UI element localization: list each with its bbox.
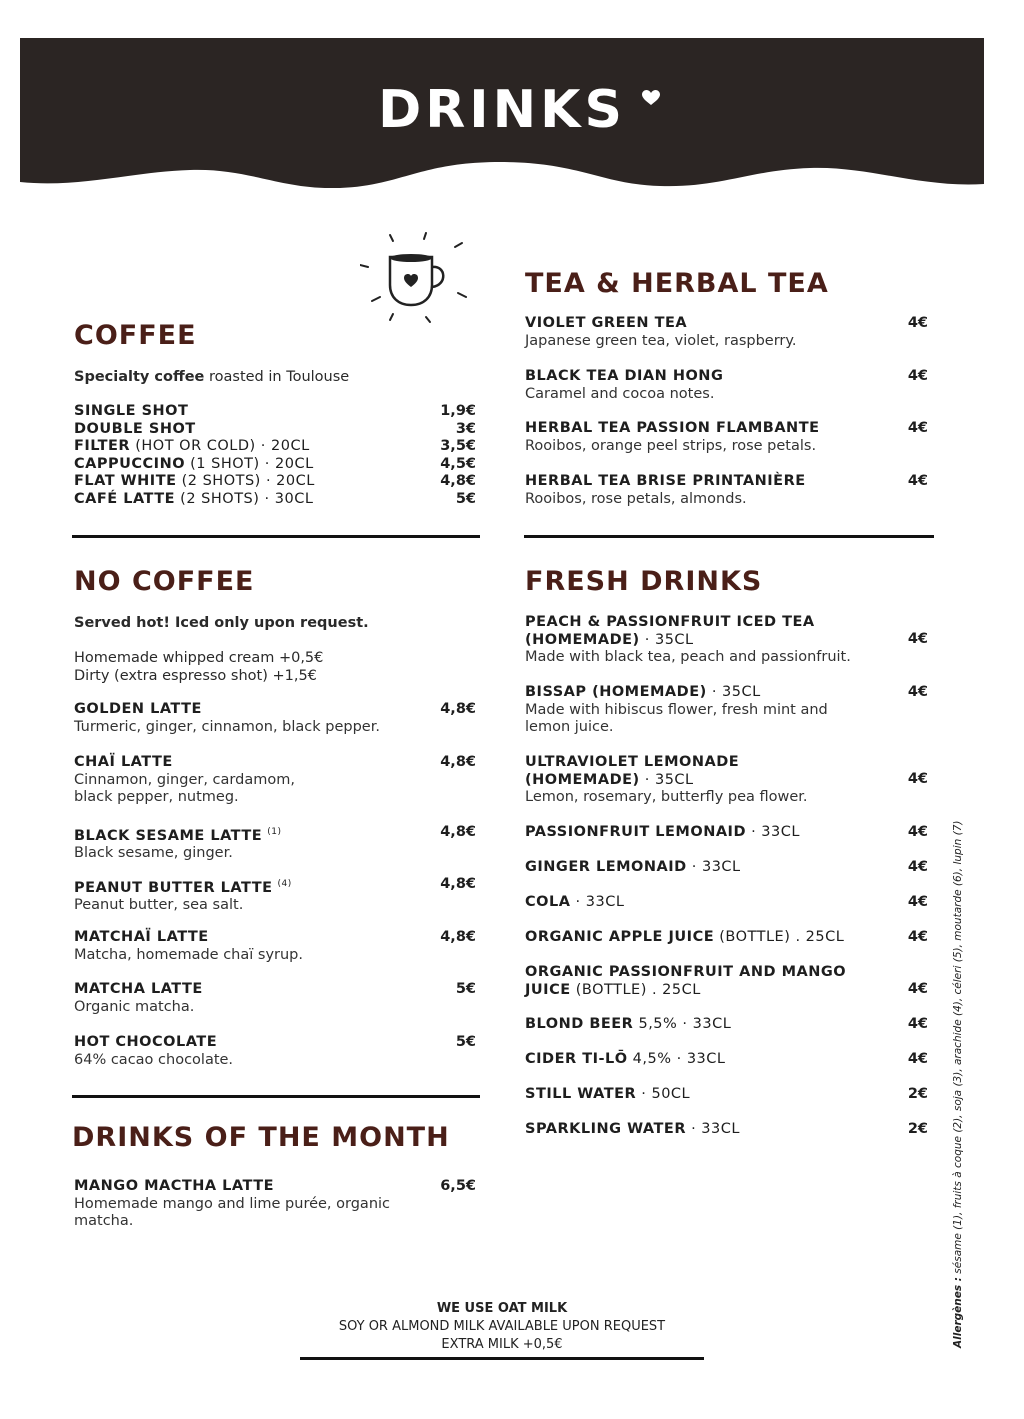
item-price: 4€ [907,981,928,997]
menu-item [525,420,820,455]
item-name [525,1121,740,1139]
item-price: 4,5€ [440,456,476,472]
item-price: 4€ [907,684,928,700]
item-name-text: FILTER [74,438,131,454]
item-price: 5€ [455,491,476,507]
item-name-text: GOLDEN LATTE [74,701,202,717]
item-name: HERBAL TEA PASSION FLAMBANTE [525,420,820,436]
item-description: Organic matcha. [74,998,195,1015]
milk-note [300,1300,704,1354]
item-name-text: DOUBLE SHOT [74,421,196,437]
item-price: 4€ [907,771,928,787]
item-description: Homemade mango and lime purée, organic matcha. [74,1195,391,1229]
item-detail: · 33CL [686,859,741,875]
coffee-cup-icon [360,225,470,325]
item-price: 4€ [907,631,928,647]
section-title-no-coffee: NO COFFEE [74,566,255,597]
menu-item [74,876,292,915]
item-name-text: CAFÉ LATTE [74,491,176,507]
item-name [74,421,196,439]
item-description: Made with hibiscus flower, fresh mint and lemon juice. [525,701,828,735]
section-title-month: DRINKS OF THE MONTH [72,1122,450,1153]
section-title-coffee: COFFEE [74,320,197,351]
item-name: ORGANIC PASSIONFRUIT AND MANGO [525,964,847,980]
section-title-fresh: FRESH DRINKS [525,566,763,597]
item-name-text: CAPPUCCINO [74,456,186,472]
item-detail: · 35CL [706,684,761,700]
extra-option: Dirty (extra espresso shot) +1,5€ [74,668,317,684]
item-name-text: MATCHA LATTE [74,981,203,997]
item-price: 4,8€ [440,824,476,840]
menu-item [525,315,797,350]
item-detail: · 35CL [639,771,694,788]
item-description: Rooibos, rose petals, almonds. [525,490,747,507]
menu-item [525,368,723,403]
item-name [74,929,303,947]
menu-item [74,421,196,439]
item-name [525,824,800,842]
menu-item [74,438,310,456]
item-name: MANGO MACTHA LATTE [74,1178,275,1194]
item-name [525,894,624,912]
item-name [525,684,828,702]
item-description: Rooibos, orange peel strips, rose petals. [525,437,817,454]
item-name: PEACH & PASSIONFRUIT ICED TEA [525,614,815,630]
menu-item [525,1016,731,1034]
item-price: 5€ [455,981,476,997]
item-name [74,473,315,491]
item-name: ULTRAVIOLET LEMONADE [525,754,740,770]
item-price: 4,8€ [440,876,476,892]
item-name-text: HOT CHOCOLATE [74,1034,218,1050]
item-name [74,456,314,474]
page-title: DRINKS [378,80,626,140]
item-price: 6,5€ [440,1178,476,1194]
item-name [74,438,310,456]
item-detail: (2 SHOTS) · 30CL [175,491,314,507]
item-name-text: MATCHAÏ LATTE [74,929,209,945]
menu-item [525,684,828,737]
item-description: Turmeric, ginger, cinnamon, black pepper. [74,718,380,735]
item-name [74,1034,233,1052]
menu-item [525,614,851,667]
item-name [525,929,844,947]
item-name-text: CIDER TI-LŌ [525,1051,628,1067]
item-price: 4€ [907,473,928,489]
item-price: 1,9€ [440,403,476,419]
milk-note-line: EXTRA MILK +0,5€ [441,1337,563,1352]
item-name-line2 [525,772,808,790]
item-price: 5€ [455,1034,476,1050]
item-name-text: STILL WATER [525,1086,637,1102]
menu-item [74,1178,390,1231]
item-detail: (HOT OR COLD) · 20CL [130,438,310,454]
item-name-line2 [525,982,846,1000]
item-detail: 4,5% · 33CL [627,1051,726,1067]
item-price: 4,8€ [440,754,476,770]
item-description: Made with black tea, peach and passionfruit. [525,649,851,665]
item-price: 3€ [455,421,476,437]
menu-item [74,754,295,807]
item-detail: (BOTTLE) . 25CL [714,929,845,945]
divider [72,535,480,538]
item-name-text: PEANUT BUTTER LATTE [74,879,273,896]
item-name-text: GINGER LEMONAID [525,859,687,875]
item-price: 4€ [907,1051,928,1067]
item-name [525,1051,726,1069]
extra-option: Homemade whipped cream +0,5€ [74,650,324,666]
item-name-text: SINGLE SHOT [74,403,189,419]
item-detail: (2 SHOTS) · 20CL [176,473,315,489]
item-name-text: JUICE [525,981,571,998]
menu-item [525,824,800,842]
item-name-text: BISSAP (HOMEMADE) [525,684,707,700]
item-name-text: (HOMEMADE) [525,771,640,788]
item-name-text: COLA [525,894,571,910]
menu-item [525,1121,740,1139]
item-name-text: (HOMEMADE) [525,631,640,648]
item-price: 4€ [907,929,928,945]
item-name [74,754,295,772]
item-name-text: SPARKLING WATER [525,1121,686,1137]
milk-note-line: SOY OR ALMOND MILK AVAILABLE UPON REQUEST [338,1319,666,1334]
menu-item [74,403,188,421]
no-coffee-note: Served hot! Iced only upon request. [74,615,369,631]
item-price: 3,5€ [440,438,476,454]
divider [300,1357,704,1360]
item-price: 2€ [907,1121,928,1137]
item-price: 4€ [907,368,928,384]
item-name [74,491,313,509]
item-name [74,701,380,719]
milk-note-line: WE USE OAT MILK [436,1301,568,1316]
item-name-text: ORGANIC APPLE JUICE [525,929,715,945]
item-description: Caramel and cocoa notes. [525,385,715,402]
item-price: 4€ [907,315,928,331]
menu-item [525,1051,726,1069]
item-detail: (BOTTLE) . 25CL [570,981,701,998]
heart-icon [642,90,660,106]
item-name-line2 [525,632,851,650]
menu-item [525,929,844,947]
menu-item [74,981,203,1016]
item-name-text: BLOND BEER [525,1016,634,1032]
item-price: 4€ [907,894,928,910]
allergens-note: Allergènes : sésame (1), fruits à coque (2), soja (3), arachide (4), céleri (5), moutarde (6), lupin (7) [952,820,964,1348]
item-description: Cinnamon, ginger, cardamom, black pepper, nutmeg. [74,771,295,805]
item-description: 64% cacao chocolate. [74,1051,234,1068]
item-price: 4€ [907,1016,928,1032]
item-description: Matcha, homemade chaï syrup. [74,946,303,963]
divider [524,535,934,538]
item-name-text: BLACK SESAME LATTE [74,827,263,844]
menu-item [74,929,303,964]
item-description: Black sesame, ginger. [74,845,233,862]
item-price: 2€ [907,1086,928,1102]
item-price: 4,8€ [440,701,476,717]
menu-item [74,473,315,491]
item-name: HERBAL TEA BRISE PRINTANIÈRE [525,473,806,489]
menu-item [74,701,380,736]
menu-item [74,491,313,509]
section-title-tea: TEA & HERBAL TEA [525,268,829,299]
menu-item [525,894,624,912]
item-name [525,1086,690,1104]
allergen-marker: (4) [277,879,292,889]
item-detail: · 33CL [570,894,625,910]
coffee-intro: Specialty coffee roasted in Toulouse [74,369,350,385]
item-price: 4,8€ [440,929,476,945]
item-name [525,1016,731,1034]
item-name-text: PASSIONFRUIT LEMONAID [525,824,746,840]
menu-item [525,859,741,877]
divider [72,1095,480,1098]
item-name: VIOLET GREEN TEA [525,315,688,331]
item-name [74,403,188,421]
item-name [74,876,292,897]
item-detail: · 33CL [745,824,800,840]
item-description: Peanut butter, sea salt. [74,897,244,914]
item-detail: (1 SHOT) · 20CL [185,456,314,472]
menu-item [525,964,846,999]
allergen-marker: (1) [267,827,282,837]
item-detail: · 33CL [685,1121,740,1137]
item-name [74,824,281,845]
item-name-text: FLAT WHITE [74,473,177,489]
item-name: BLACK TEA DIAN HONG [525,368,724,384]
item-price: 4€ [907,824,928,840]
item-price: 4€ [907,859,928,875]
item-price: 4,8€ [440,473,476,489]
menu-item [74,824,281,863]
item-name [74,981,203,999]
item-name-text: CHAÏ LATTE [74,754,173,770]
menu-item [525,473,806,508]
menu-item [525,754,808,807]
menu-item [525,1086,690,1104]
item-detail: 5,5% · 33CL [633,1016,732,1032]
menu-item [74,456,314,474]
item-detail: · 50CL [636,1086,691,1102]
item-description: Japanese green tea, violet, raspberry. [525,332,797,349]
menu-item [74,1034,233,1069]
item-name [525,859,741,877]
item-detail: · 35CL [639,631,694,648]
item-price: 4€ [907,420,928,436]
item-description: Lemon, rosemary, butterfly pea flower. [525,789,808,805]
